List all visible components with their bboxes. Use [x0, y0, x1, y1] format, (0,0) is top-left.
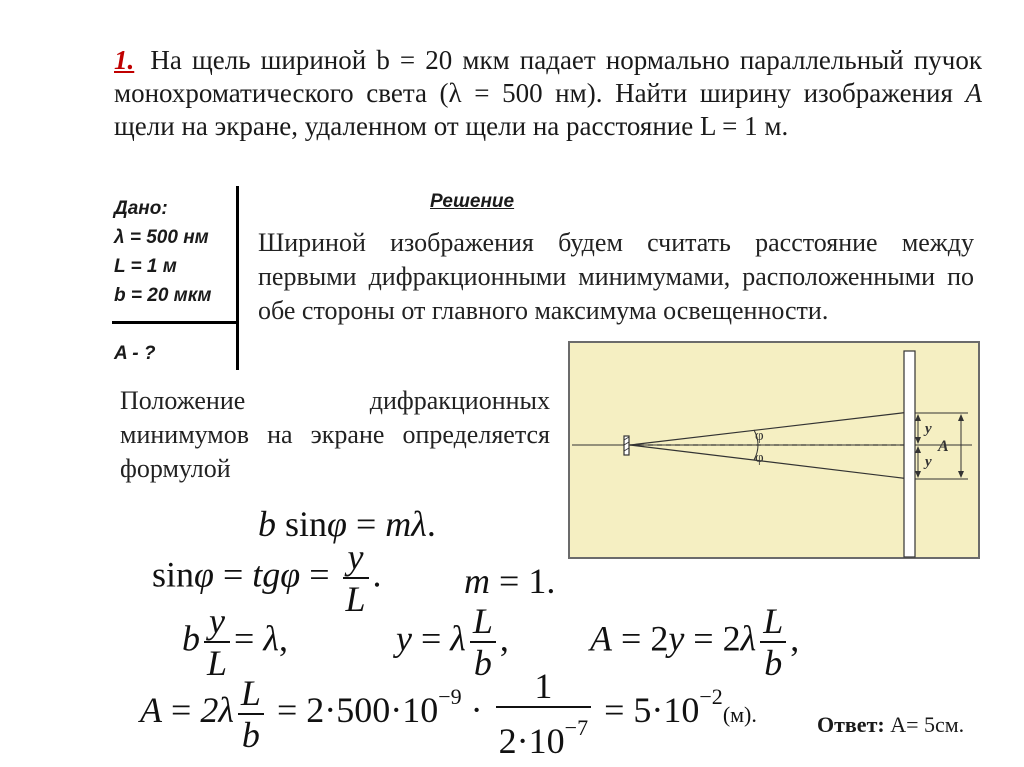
formula-width: A = 2y = 2λ $\frac{L}{b}$ , [590, 601, 800, 683]
given-lambda: λ = 500 нм [114, 227, 209, 248]
answer-value: А= 5см. [890, 712, 965, 737]
given-divider-horizontal [112, 321, 237, 324]
answer [817, 712, 964, 738]
problem-number: 1. [114, 45, 135, 75]
find-label: A - ? [114, 343, 156, 364]
a-label: A [938, 438, 949, 455]
fraction-y-over-l: $\frac{y}{L}$ [343, 537, 369, 619]
phi-upper-label: φ [755, 428, 764, 444]
problem-text-after: щели на экране, удаленном от щели на расстояние L = 1 м. [114, 111, 789, 141]
phi-lower-label: φ [755, 450, 764, 466]
answer-label: Ответ: [817, 712, 885, 737]
given-divider-vertical [236, 186, 239, 370]
formula-calculation: A = 2λ $\frac{L}{b}$ = $2\cdot 500\cdot 10^{-9}$ · $\frac{1}{2\cdot 10^{-7}}$ = $5\cdot 10^{-2}(м)$. [140, 666, 757, 761]
y-upper-label: y [925, 421, 932, 437]
given-b: b = 20 мкм [114, 285, 212, 306]
formula-order: m = 1. [464, 561, 556, 601]
minima-position-text: Положение дифракционных минимумов на экране определяется формулой [120, 386, 550, 483]
solution-title: Решение [430, 191, 515, 212]
problem-statement [114, 44, 982, 143]
given-block [114, 194, 211, 310]
formula-grating: b sinφ = mλ. [258, 504, 436, 544]
formula-first-minimum: b $\frac{y}{L}$ = λ, [182, 601, 288, 683]
problem-text-before: На щель шириной b = 20 мкм падает нормально параллельный пучок монохроматического света (λ = 500 нм). Найти ширину изображения [114, 45, 982, 108]
formula-y: y = λ $\frac{L}{b}$ , [396, 601, 509, 683]
given-l: L = 1 м [114, 256, 177, 277]
formula-small-angle: sinφ = tgφ = $\frac{y}{L}$ . [152, 537, 382, 619]
problem-var-a: А [965, 78, 982, 108]
solution-text: Шириной изображения будем считать расстояние между первыми дифракционными минимумами, расположенными по обе стороны от главного максимума освещенности. [258, 228, 974, 325]
given-title: Дано: [114, 198, 168, 219]
y-lower-label: y [925, 454, 932, 470]
screen [904, 351, 915, 557]
diffraction-diagram [568, 341, 980, 559]
